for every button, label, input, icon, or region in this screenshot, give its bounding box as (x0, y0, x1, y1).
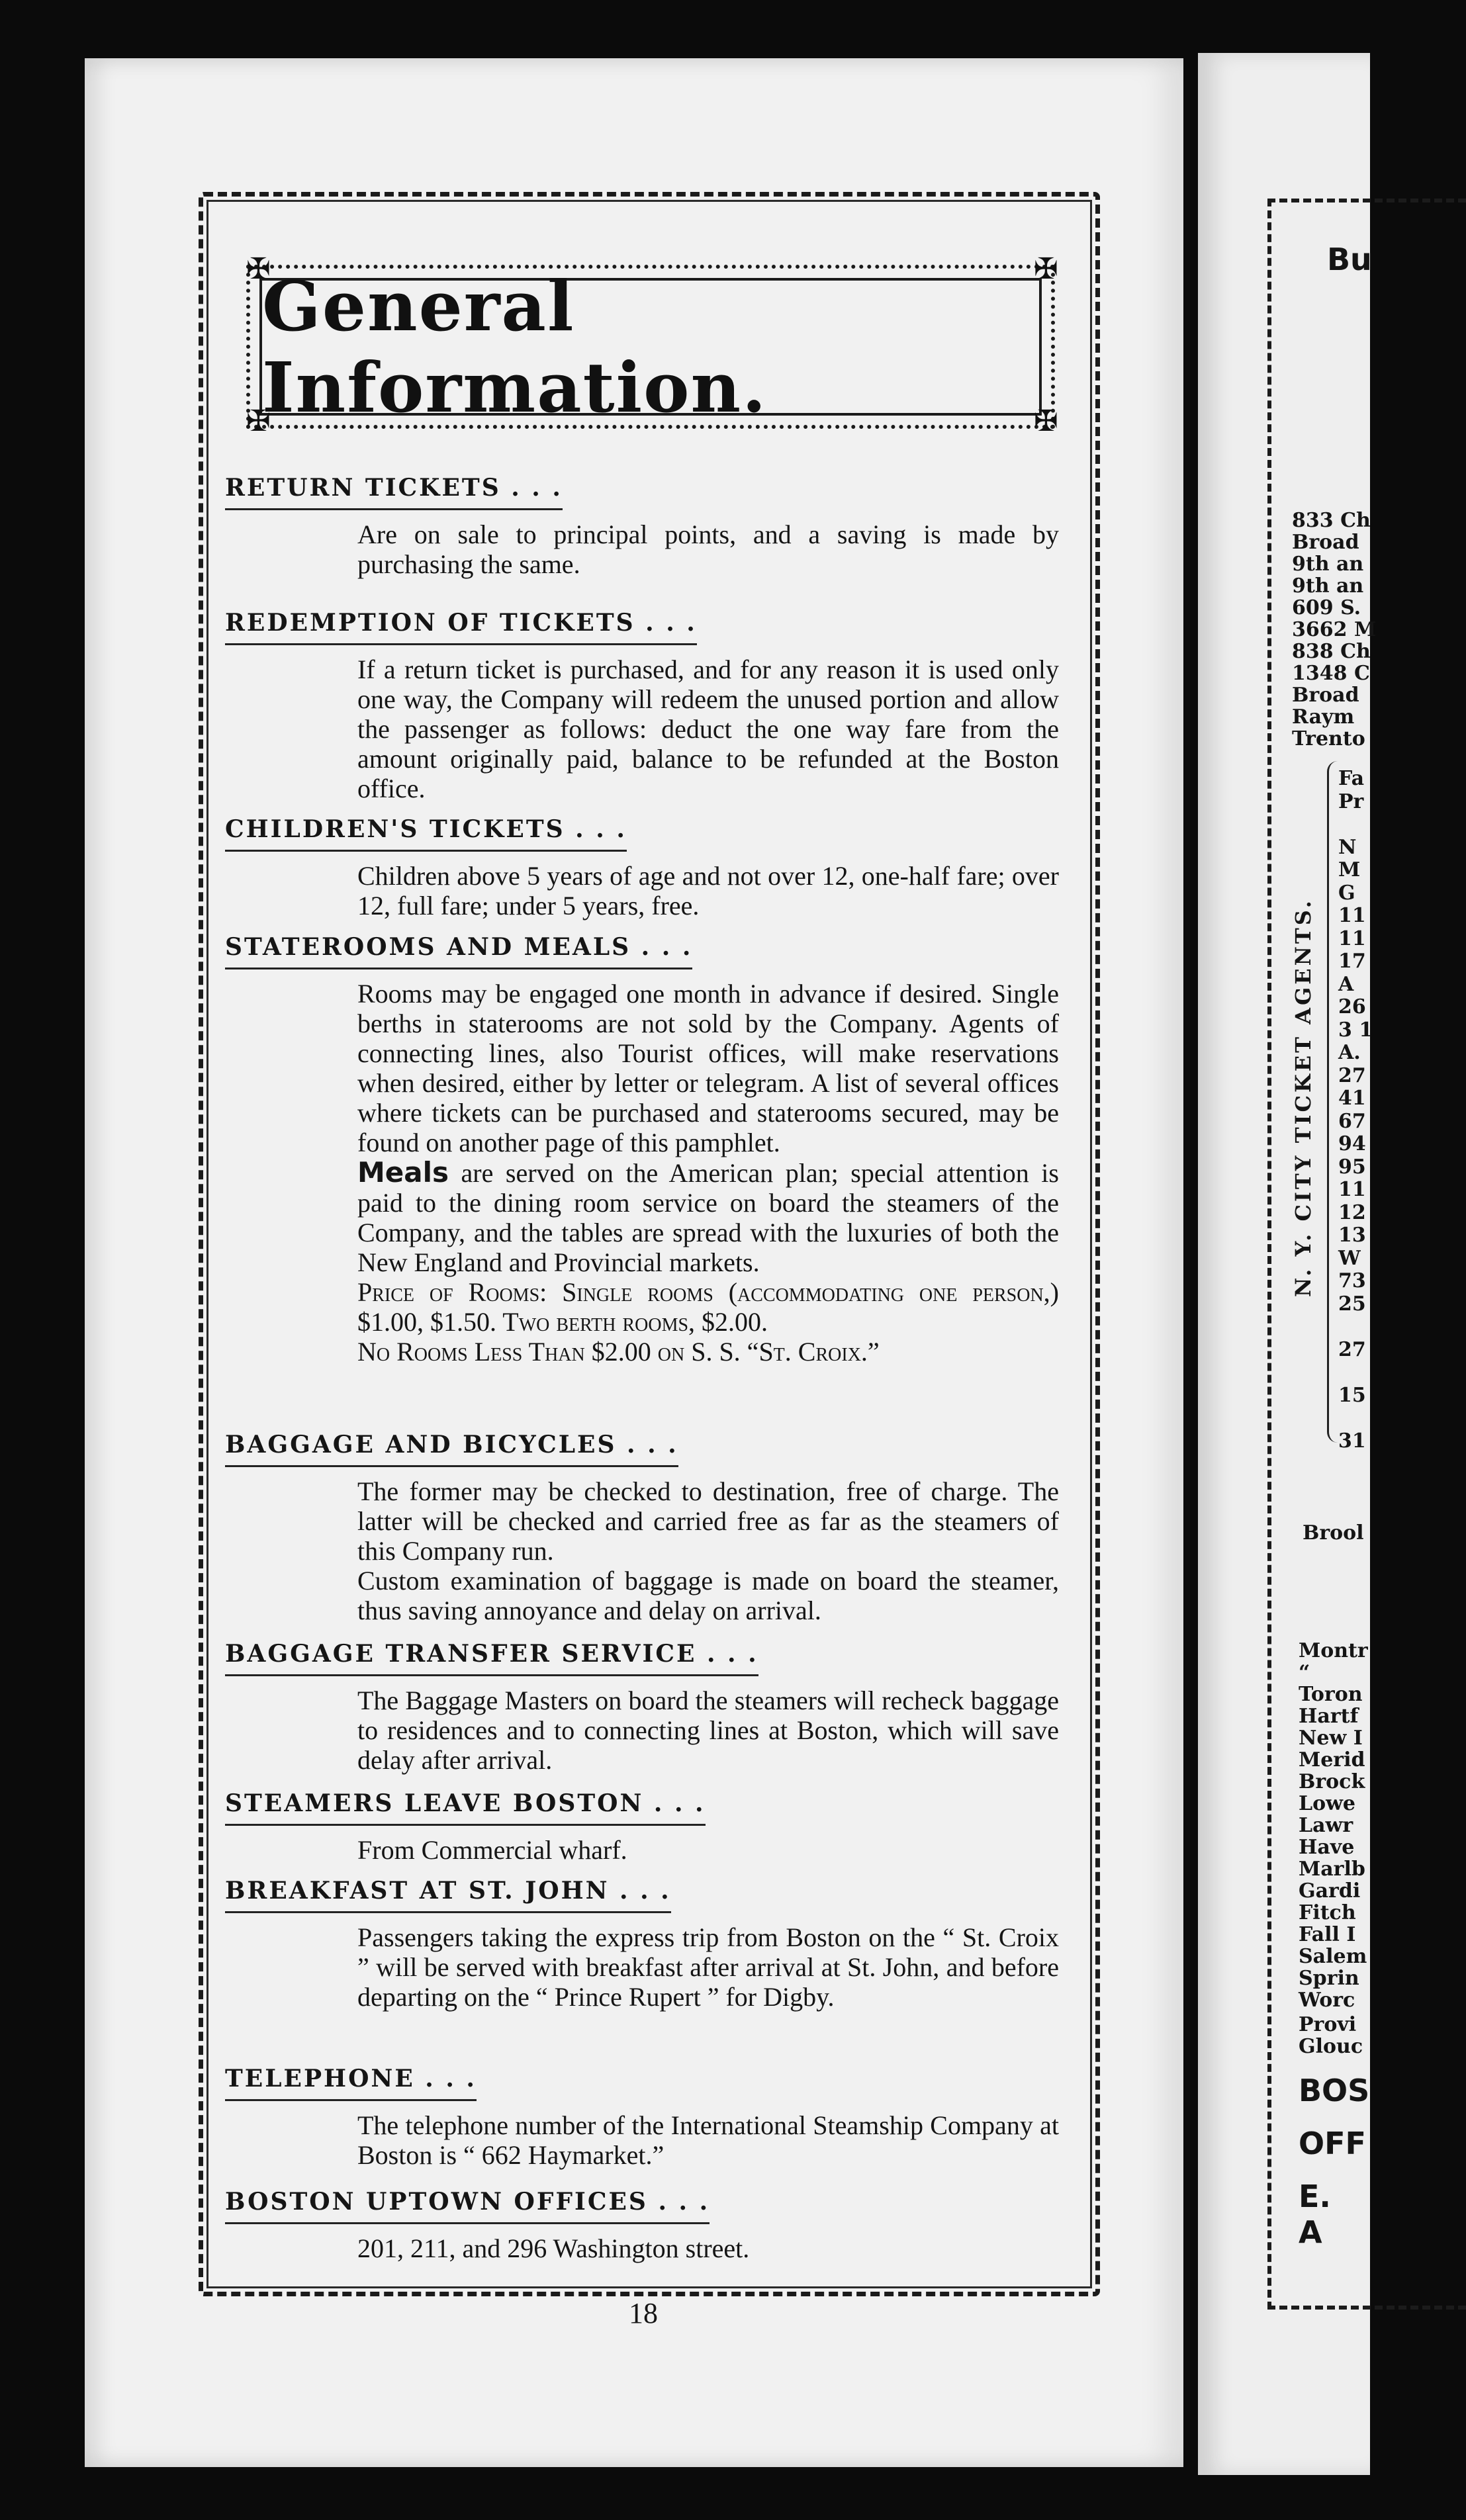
right-page-line: Fitch (1299, 1901, 1356, 1924)
right-page-line: Have (1299, 1836, 1355, 1859)
section-text: 201, 211, and 296 Washington street. (357, 2233, 750, 2263)
section-uptown-offices (225, 2188, 1085, 2263)
right-page-line: Salem (1299, 1945, 1367, 1968)
section-body (357, 2110, 1059, 2170)
right-page-line: Worc (1299, 1989, 1355, 2012)
section-breakfast (225, 1877, 1085, 2012)
section-return-tickets (225, 474, 1085, 579)
right-page-line: Broad (1292, 684, 1359, 707)
section-text: Passengers taking the express trip from Boston on the “ St. Croix ” will be served with breakfast after arrival at St. John, and before departing on the “ Prince Rupert ” for Digby. (357, 1922, 1059, 2012)
section-heading: BAGGAGE AND BICYCLES . . . (225, 1431, 678, 1467)
right-page-line: 13 (1338, 1224, 1366, 1247)
section-heading: BREAKFAST AT ST. JOHN . . . (225, 1877, 671, 1913)
right-page-line: W (1338, 1246, 1361, 1270)
meals-paragraph (357, 1157, 1059, 1277)
right-page-line: Lawr (1299, 1814, 1353, 1837)
right-page-line: Raym (1292, 705, 1355, 729)
title-box (259, 265, 1042, 428)
right-page-heading-fragment: Bu (1327, 242, 1372, 277)
right-page-line: Sprin (1299, 1967, 1359, 1990)
price-of-rooms: Price of Rooms: Single rooms (accommodating one person,) $1.00, $1.50. Two berth rooms, $2.00. (357, 1277, 1059, 1337)
right-page-line: Trento (1292, 727, 1365, 750)
right-page-line: 9th an (1292, 574, 1364, 598)
section-heading: BAGGAGE TRANSFER SERVICE . . . (225, 1640, 758, 1676)
corner-ornament-icon: ✠ (1034, 253, 1058, 285)
corner-ornament-icon: ✠ (1034, 405, 1058, 437)
right-page-line: E. A (1299, 2179, 1331, 2250)
corner-ornament-icon: ✠ (246, 405, 271, 437)
section-text: From Commercial wharf. (357, 1835, 627, 1865)
right-page-line: 11 (1338, 904, 1366, 927)
right-page-line: 3 1 (1338, 1018, 1373, 1042)
section-text: Custom examination of baggage is made on board the steamer, thus saving annoyance and delay on arrival. (357, 1566, 1059, 1625)
right-page-line: Lowe (1299, 1792, 1356, 1815)
right-page-line: 12 (1338, 1200, 1366, 1224)
meals-lead: Meals (357, 1156, 449, 1189)
right-page-line: 833 Ch (1292, 509, 1371, 532)
right-page-line: 838 Ch (1292, 640, 1371, 663)
right-page-line: 67 (1338, 1109, 1366, 1133)
section-text: The telephone number of the International Steamship Company at Boston is “ 662 Haymarket.” (357, 2110, 1059, 2170)
right-page-line: 95 (1338, 1155, 1366, 1179)
section-text: Rooms may be engaged one month in advance if desired. Single berths in staterooms are not sold by the Company. Agents of connecting lines, also Tourist offices, will make reservations when desired, either by letter or telegram. A list of several offices where tickets can be purchased and staterooms secured, may be found on another page of this pamphlet. (357, 979, 1059, 1157)
right-page-line: Fa (1338, 767, 1365, 790)
right-page-line: Hartf (1299, 1705, 1359, 1728)
right-page-line: Merid (1299, 1748, 1365, 1772)
section-heading: REDEMPTION OF TICKETS . . . (225, 609, 697, 645)
right-page-line: 27 (1338, 1337, 1366, 1361)
section-baggage-transfer (225, 1640, 1085, 1775)
section-steamers-leave (225, 1789, 1085, 1865)
right-page-line: OFF (1299, 2126, 1366, 2161)
right-page-line: 73 (1338, 1269, 1366, 1292)
section-staterooms-meals (225, 933, 1085, 1367)
right-page-line: 15 (1338, 1383, 1366, 1407)
right-page-line: 3662 M (1292, 618, 1377, 641)
right-page-line: BOS (1299, 2073, 1370, 2108)
right-page-line: Montr (1299, 1639, 1368, 1662)
section-heading: STATEROOMS AND MEALS . . . (225, 933, 692, 969)
section-text: The Baggage Masters on board the steamers will recheck baggage to residences and to connecting lines at Boston, which will save delay after arrival. (357, 1686, 1059, 1775)
section-body (357, 519, 1059, 579)
no-rooms-note: No Rooms Less Than $2.00 on S. S. “St. Croix.” (357, 1337, 880, 1367)
right-page-line: Brock (1299, 1770, 1365, 1793)
section-heading: CHILDREN'S TICKETS . . . (225, 815, 627, 852)
right-page-line: “ (1299, 1661, 1310, 1684)
right-page-line: Fall I (1299, 1923, 1356, 1946)
section-body (357, 861, 1059, 921)
section-text: Are on sale to principal points, and a saving is made by purchasing the same. (357, 519, 1059, 579)
section-heading: STEAMERS LEAVE BOSTON . . . (225, 1789, 706, 1826)
right-page-line: Broad (1292, 531, 1359, 554)
section-heading: TELEPHONE . . . (225, 2065, 477, 2101)
brooklyn-line: Brool (1303, 1521, 1364, 1545)
right-page-line: A (1338, 972, 1354, 996)
section-redemption (225, 609, 1085, 803)
right-page-line: 41 (1338, 1087, 1366, 1110)
section-body (357, 979, 1059, 1367)
section-heading: RETURN TICKETS . . . (225, 474, 563, 510)
corner-ornament-icon: ✠ (246, 253, 271, 285)
page-title: General Information. (262, 265, 768, 428)
right-page-line: M (1338, 858, 1361, 881)
right-page-line: Marlb (1299, 1858, 1365, 1881)
right-page-line: 27 (1338, 1063, 1366, 1087)
right-page-line: 17 (1338, 950, 1366, 973)
section-heading: BOSTON UPTOWN OFFICES . . . (225, 2188, 710, 2224)
right-page-line: A. (1338, 1041, 1361, 1064)
right-page-line: 11 (1338, 926, 1366, 950)
vertical-label: N. Y. CITY TICKET AGENTS. (1291, 898, 1316, 1297)
right-page-line: 11 (1338, 1178, 1366, 1201)
section-childrens-tickets (225, 815, 1085, 921)
meals-text: are served on the American plan; special attention is paid to the dining room service on board the steamers of the Company, and the tables are spread with the luxuries of both the New England and Provincial markets. (357, 1158, 1059, 1277)
right-page-line: 609 S. (1292, 596, 1361, 619)
section-telephone (225, 2065, 1085, 2170)
section-body (357, 1835, 1059, 1865)
section-body (357, 1922, 1059, 2012)
right-page-line: N (1338, 835, 1357, 859)
section-text: If a return ticket is purchased, and for any reason it is used only one way, the Company will redeem the unused portion and allow the passenger as follows: deduct the one way fare from the amount originally paid, balance to be refunded at the Boston office. (357, 654, 1059, 803)
section-body (357, 2233, 1059, 2263)
right-page-line: 9th an (1292, 553, 1364, 576)
right-page-line: Provi (1299, 2013, 1357, 2036)
right-page-line: G (1338, 881, 1355, 905)
right-page-line: 94 (1338, 1132, 1366, 1155)
section-body (357, 1686, 1059, 1775)
right-page-line: New I (1299, 1727, 1363, 1750)
section-baggage-bicycles (225, 1431, 1085, 1625)
page-number: 18 (629, 2297, 658, 2329)
right-page-line: Gardi (1299, 1879, 1361, 1903)
right-page-line: Toron (1299, 1683, 1363, 1706)
right-page-line: 26 (1338, 995, 1366, 1018)
right-page-line: Glouc (1299, 2035, 1363, 2058)
right-page-line: Pr (1338, 789, 1364, 813)
section-text: Children above 5 years of age and not over 12, one-half fare; over 12, full fare; under 5 years, free. (357, 861, 1059, 921)
right-page-line: 1348 C (1292, 662, 1370, 685)
right-page-line: 25 (1338, 1292, 1366, 1316)
section-text: The former may be checked to destination, free of charge. The latter will be checked and carried free as far as the steamers of this Company run. (357, 1476, 1059, 1566)
right-page-line: 31 (1338, 1429, 1366, 1453)
section-body (357, 654, 1059, 803)
section-body (357, 1476, 1059, 1625)
